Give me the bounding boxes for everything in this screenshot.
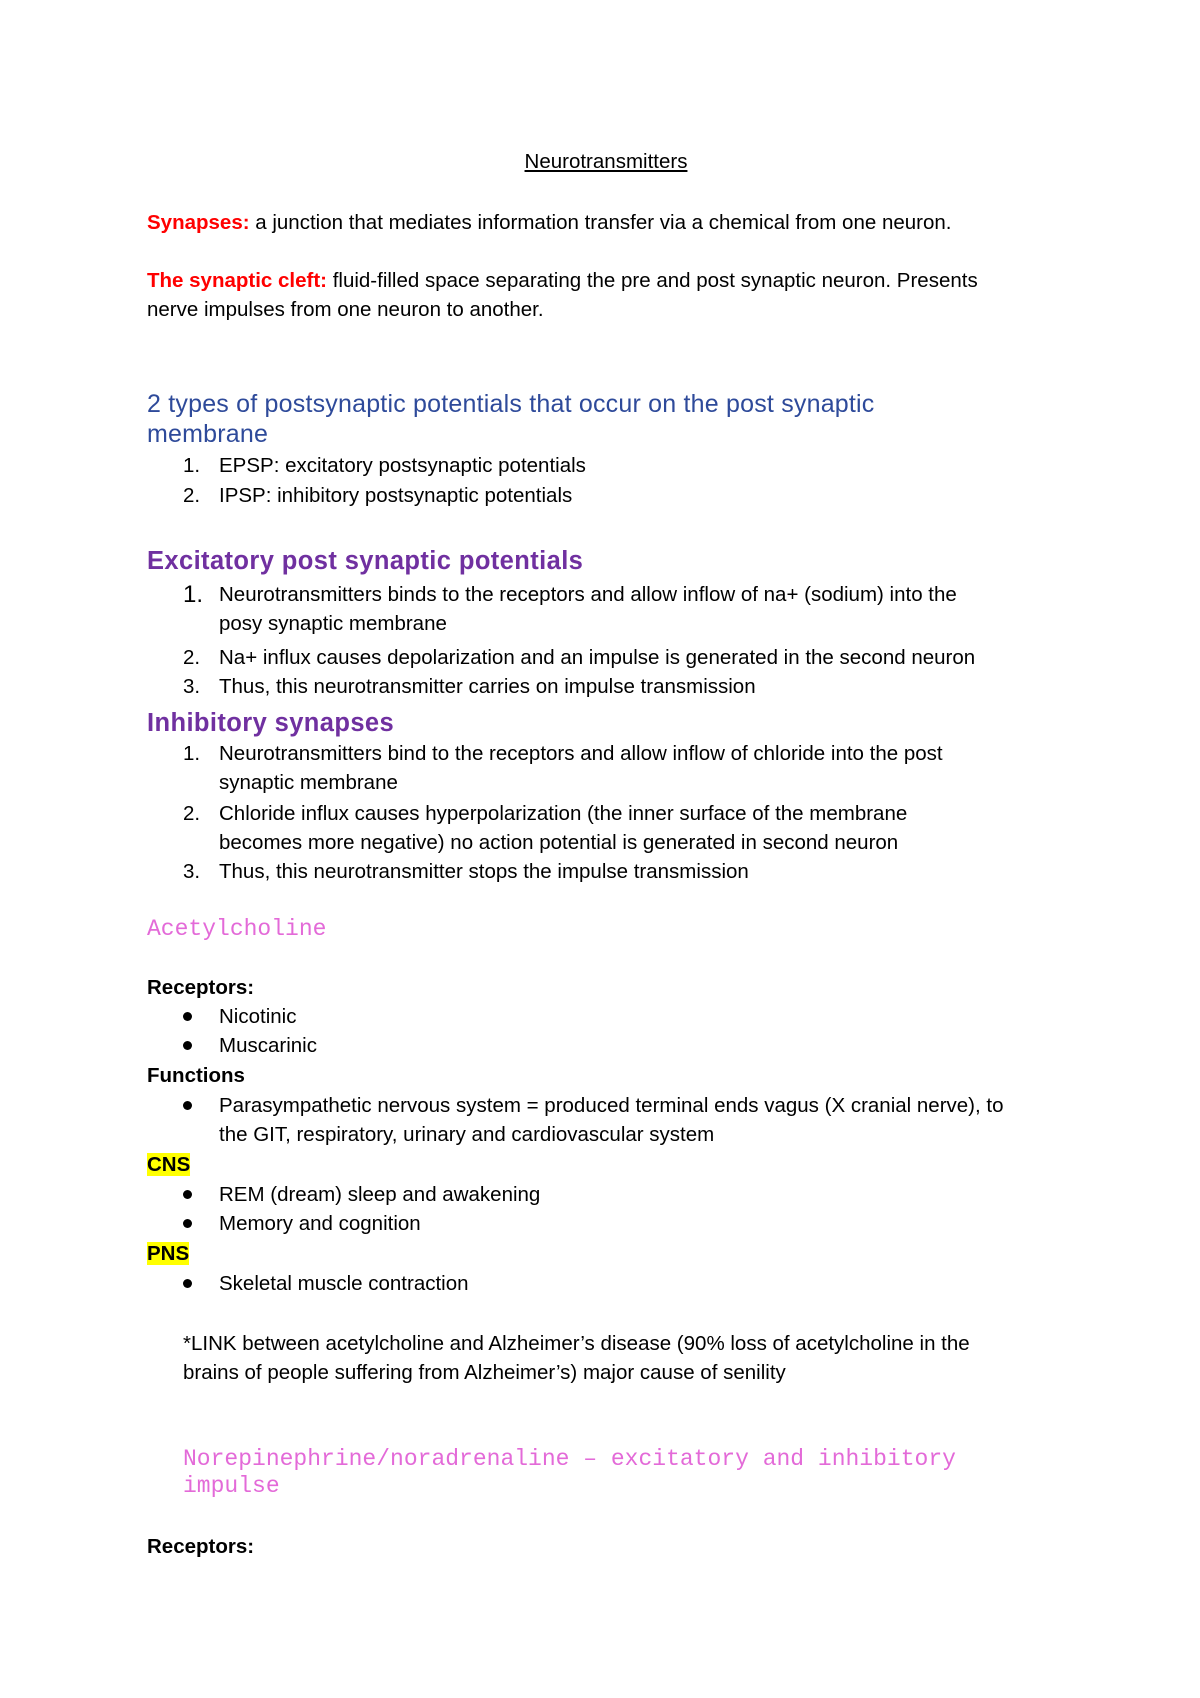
page-title: Neurotransmitters — [524, 150, 688, 173]
list-item — [0, 799, 1200, 857]
list-text: Muscarinic — [219, 1034, 317, 1057]
section-heading-postsynaptic: 2 types of postsynaptic potentials that occur on the post synaptic — [147, 390, 875, 418]
highlighted-label: PNS — [147, 1242, 190, 1265]
alzheimers-note-continued: brains of people suffering from Alzheimer’s) major cause of senility — [183, 1361, 786, 1384]
list-text: Chloride influx causes hyperpolarization (the inner surface of the membrane — [219, 802, 908, 825]
section-heading-norepinephrine: Norepinephrine/noradrenaline – excitatory and inhibitory — [183, 1446, 956, 1472]
section-heading-excitatory: Excitatory post synaptic potentials — [147, 547, 584, 575]
list-text: IPSP: inhibitory postsynaptic potentials — [219, 484, 573, 507]
list-text: Thus, this neurotransmitter stops the impulse transmission — [219, 860, 749, 883]
list-text: Neurotransmitters binds to the receptors and allow inflow of na+ (sodium) into the — [219, 583, 957, 606]
list-text: Skeletal muscle contraction — [219, 1272, 469, 1295]
list-text-continued: posy synaptic membrane — [219, 612, 447, 635]
bullet-icon — [183, 1012, 192, 1021]
bullet-icon — [183, 1279, 192, 1288]
definition-text: a junction that mediates information transfer via a chemical from one neuron. — [249, 211, 952, 234]
list-text-continued: the GIT, respiratory, urinary and cardiovascular system — [219, 1123, 715, 1146]
pns-label — [147, 1239, 189, 1268]
list-item — [0, 451, 1200, 480]
list-text: Parasympathetic nervous system = produced terminal ends vagus (X cranial nerve), to — [219, 1094, 1004, 1117]
list-number: 2. — [183, 802, 201, 825]
list-number: 2. — [183, 646, 201, 669]
functions-label: Functions — [147, 1064, 245, 1087]
cns-label — [147, 1150, 190, 1179]
list-text-continued: becomes more negative) no action potential is generated in second neuron — [219, 831, 899, 854]
definition-synapses — [147, 208, 951, 237]
section-heading-postsynaptic-continued: membrane — [147, 420, 269, 448]
list-number: 2. — [183, 484, 201, 507]
list-number: 1. — [183, 742, 201, 765]
list-item — [0, 1209, 1200, 1238]
list-item — [0, 1002, 1200, 1031]
list-item — [0, 1031, 1200, 1060]
list-item — [0, 672, 1200, 701]
list-number: 3. — [183, 675, 201, 698]
definition-text-continued: nerve impulses from one neuron to another. — [147, 298, 544, 321]
bullet-icon — [183, 1041, 192, 1050]
receptors-label: Receptors: — [147, 976, 255, 999]
list-text: Memory and cognition — [219, 1212, 421, 1235]
section-heading-norepinephrine-continued: impulse — [183, 1473, 280, 1499]
list-text: Neurotransmitters bind to the receptors and allow inflow of chloride into the post — [219, 742, 943, 765]
list-number: 1. — [183, 454, 201, 477]
list-item — [0, 1269, 1200, 1298]
list-item — [0, 643, 1200, 672]
list-text-continued: synaptic membrane — [219, 771, 398, 794]
bullet-icon — [183, 1190, 192, 1199]
section-heading-inhibitory: Inhibitory synapses — [147, 709, 395, 737]
definition-text: fluid-filled space separating the pre and post synaptic neuron. Presents — [327, 269, 978, 292]
list-number: 3. — [183, 860, 201, 883]
receptors-label: Receptors: — [147, 1535, 255, 1558]
definition-synaptic-cleft — [147, 266, 978, 295]
bullet-icon — [183, 1101, 192, 1110]
list-text: Na+ influx causes depolarization and an impulse is generated in the second neuron — [219, 646, 976, 669]
list-text: Thus, this neurotransmitter carries on impulse transmission — [219, 675, 756, 698]
list-item — [0, 580, 1200, 638]
list-item — [0, 739, 1200, 797]
list-number: 1. — [183, 581, 204, 608]
definition-label: Synapses: — [147, 211, 250, 234]
definition-label: The synaptic cleft: — [147, 269, 327, 292]
alzheimers-note: *LINK between acetylcholine and Alzheimer’s disease (90% loss of acetylcholine in the — [183, 1332, 970, 1355]
list-item — [0, 1091, 1200, 1149]
bullet-icon — [183, 1219, 192, 1228]
section-heading-acetylcholine: Acetylcholine — [147, 916, 327, 942]
highlighted-label: CNS — [147, 1153, 191, 1176]
list-item — [0, 1180, 1200, 1209]
list-item — [0, 481, 1200, 510]
list-text: REM (dream) sleep and awakening — [219, 1183, 541, 1206]
list-text: Nicotinic — [219, 1005, 297, 1028]
list-text: EPSP: excitatory postsynaptic potentials — [219, 454, 586, 477]
list-item — [0, 857, 1200, 886]
